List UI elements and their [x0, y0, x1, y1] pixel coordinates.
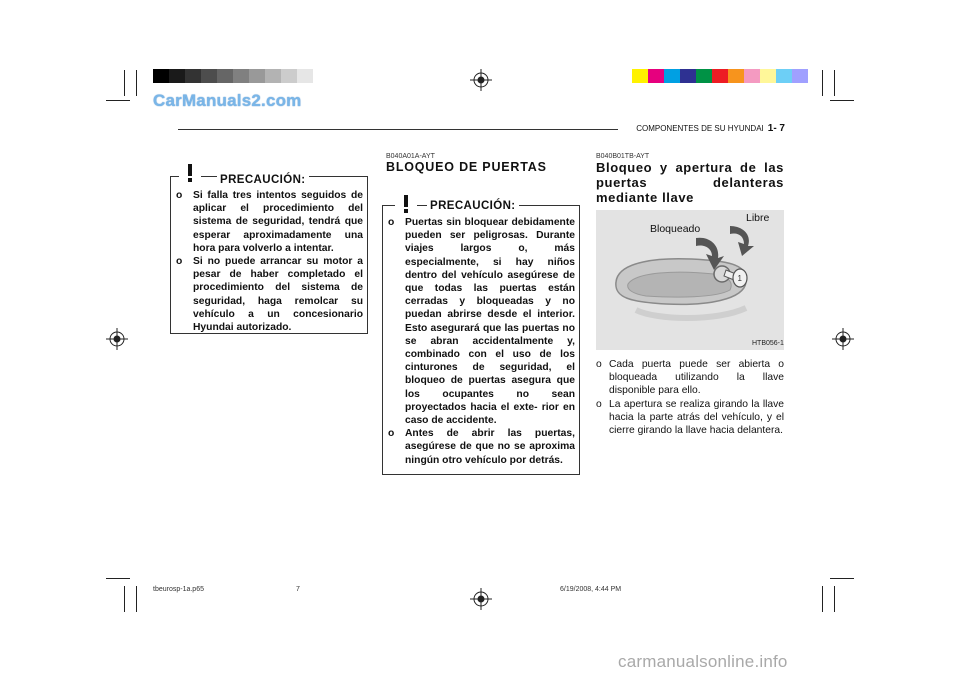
- instruction-text: La apertura se realiza girando la llave hacia la parte atrás del vehículo, y el cierre girando la llave hacia delantera.: [609, 398, 784, 437]
- door-handle-figure: [596, 210, 784, 350]
- registration-mark-right-icon: [832, 328, 854, 350]
- bullet: o: [596, 398, 602, 410]
- color-swatch: [712, 69, 728, 83]
- bullet: o: [388, 217, 395, 228]
- watermark-link[interactable]: carmanualsonline.info: [618, 652, 788, 671]
- caution-title-middle: PRECAUCIÓN:: [427, 200, 519, 212]
- gray-swatch: [153, 69, 169, 83]
- caution-text: Antes de abrir las puertas, asegúrese de que no se aproxima ningún otro vehículo por detrás.: [405, 428, 575, 466]
- color-swatch: [728, 69, 744, 83]
- caution-text: Si no puede arrancar su motor a pesar de haber completado el procedimiento del sistema de seguridad, haga remolcar su vehículo a un concesionario Hyundai autorizado.: [193, 256, 363, 334]
- gray-swatch: [185, 69, 201, 83]
- brand-link[interactable]: CarManuals2.com: [153, 91, 302, 110]
- running-title: COMPONENTES DE SU HYUNDAI: [636, 124, 764, 133]
- section-heading-middle: BLOQUEO DE PUERTAS: [386, 160, 547, 174]
- footer-filename: tbeurosp-1a.p65: [153, 586, 204, 593]
- instruction-item: [596, 358, 784, 398]
- color-swatch: [632, 69, 648, 83]
- footer-page: 7: [296, 586, 300, 593]
- header-rule: [178, 129, 618, 130]
- instruction-item: [596, 398, 784, 438]
- footer-datetime: 6/19/2008, 4:44 PM: [560, 586, 622, 593]
- color-swatch: [664, 69, 680, 83]
- bullet: o: [176, 190, 183, 201]
- caution-box-left: [170, 176, 368, 334]
- warning-icon: [395, 193, 417, 215]
- bullet: o: [596, 359, 602, 370]
- figure-label-locked: Bloqueado: [650, 223, 701, 235]
- gray-swatch: [169, 69, 185, 83]
- gray-swatch: [281, 69, 297, 83]
- caution-item: [388, 216, 575, 427]
- color-swatch: [696, 69, 712, 83]
- instruction-list-right: [596, 358, 784, 437]
- warning-icon: [179, 162, 201, 184]
- color-swatch: [680, 69, 696, 83]
- page-number: 1- 7: [767, 123, 785, 134]
- bullet: o: [176, 256, 183, 268]
- caution-list-middle: [388, 216, 575, 467]
- instruction-text: Cada puerta puede ser abierta o bloqueada utilizando la llave disponible para ello.: [609, 359, 784, 397]
- registration-mark-bottom-icon: [470, 588, 492, 610]
- caution-item: [176, 189, 363, 255]
- svg-text:1: 1: [737, 274, 742, 283]
- registration-mark-left-icon: [106, 328, 128, 350]
- caution-item: [388, 427, 575, 467]
- bullet: o: [388, 428, 395, 440]
- section-code-right: B040B01TB-AYT: [596, 153, 650, 160]
- color-swatch: [776, 69, 792, 83]
- color-swatch: [760, 69, 776, 83]
- gray-swatch: [265, 69, 281, 83]
- gray-swatch: [217, 69, 233, 83]
- gray-swatch: [201, 69, 217, 83]
- running-header: [636, 123, 785, 134]
- caution-title-left: PRECAUCIÓN:: [217, 174, 309, 186]
- color-swatch: [792, 69, 808, 83]
- caution-text: Si falla tres intentos seguidos de aplicar el procedimiento del sistema de seguridad, tendrá que esperar aproximadamente una hora para volverlo a intentar.: [193, 190, 363, 254]
- caution-box-middle: [382, 200, 580, 475]
- color-swatch: [744, 69, 760, 83]
- color-swatch: [648, 69, 664, 83]
- figure-label-unlocked: Libre: [746, 212, 770, 224]
- gray-swatch: [249, 69, 265, 83]
- caution-list-left: [176, 189, 363, 334]
- registration-mark-top-icon: [470, 69, 492, 91]
- caution-item: [176, 255, 363, 334]
- section-heading-right: Bloqueo y apertura de las puertas delanteras mediante llave: [596, 160, 784, 205]
- gray-swatch: [297, 69, 313, 83]
- gray-swatch: [233, 69, 249, 83]
- caution-text: Puertas sin bloquear debidamente pueden ser peligrosas. Durante viajes largos o, más especialmente, si hay niños dentro del vehículo asegúrese de que todas las puertas están cerradas y bloqueadas y no puedan abrirse desde el interior. Esto asegurará que las puertas no se abran accidentalmente y, combinado con el uso de los cinturones de seguridad, el bloqueo de puertas asegura que los ocupantes no sean proyectados hacia el exte- rior en caso de accidente.: [405, 217, 575, 427]
- section-code-middle: B040A01A-AYT: [386, 153, 435, 160]
- figure-code: HTB056-1: [752, 340, 784, 347]
